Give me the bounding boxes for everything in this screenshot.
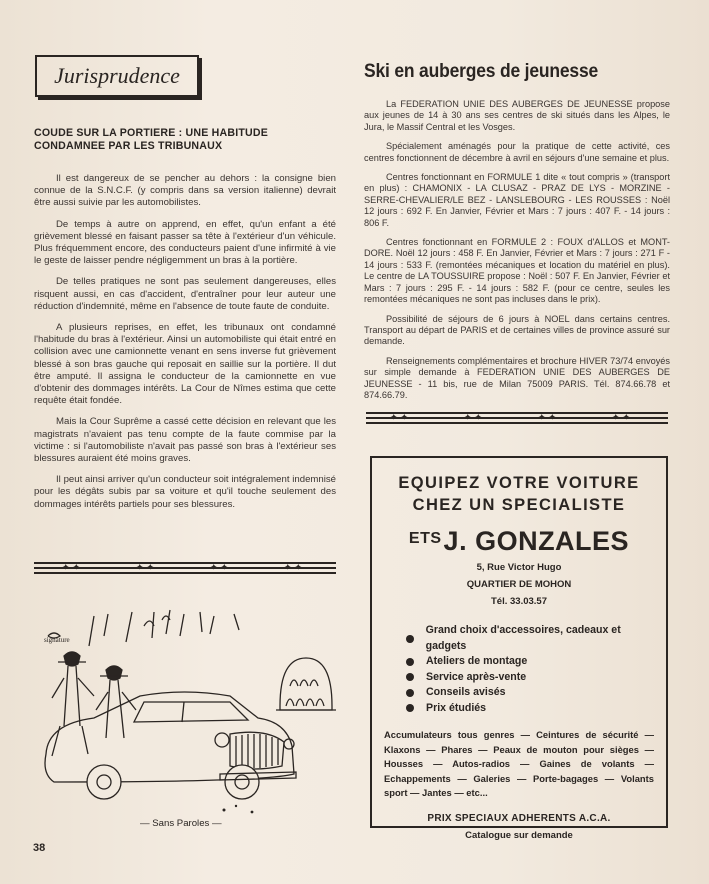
list-item: Ateliers de montage [406,654,654,670]
article-headline: COUDE SUR LA PORTIERE : UNE HABITUDE CONDAMNEE PAR LES TRIBUNAUX [34,127,268,152]
section-title-box [35,55,199,97]
article-paragraph: Possibilité de séjours de 6 jours à NOEL dans certains centres. Transport au départ de PARIS et de certaines villes de province assuré sur demande. [364,313,670,347]
article-title: Ski en auberges de jeunesse [364,61,599,82]
ad-phone: Tél. 33.03.57 [491,596,547,607]
bullet-icon [406,673,414,681]
article-paragraph: De telles pratiques ne sont pas seulement dangereuses, elles risquent aussi, en cas d'accident, d'entraîner pour leur auteur une réduction d'indemnité, même en l'absence de toute faute de conduite. [34,276,336,312]
page-number: 38 [33,842,46,854]
ad-district: QUARTIER DE MOHON [466,579,572,590]
ad-brand-prefix: ETS [408,530,442,547]
right-divider [366,408,668,432]
article-paragraph: A plusieurs reprises, en effet, les tribunaux ont condamné l'habitude du bras à l'extérieur. Ainsi un automobiliste qui était entré en collision avec une camionnette venant en sens inverse fut grièvement blessé à son bras gauche qui reposait en saillie sur la portière. Il dut être amputé. Il assigna le conducteur de la camionnette en vue d'obtenir des dommages intérêts. La Cour de Nîmes estima que cette requête était fondée. [34,322,336,407]
ad-feature-list [406,623,654,716]
list-item: Grand choix d'accessoires, cadeaux et gadgets [406,623,654,654]
list-item: Service après-vente [406,670,654,686]
article-paragraph: Mais la Cour Suprême a cassé cette décision en relevant que les magistrats n'avaient pas tenu compte de la faute commise par la victime : si l'automobiliste n'avait pas passé son bras à l'extérieur ses blessures auraient été moins graves. [34,416,336,465]
left-divider [34,558,336,582]
article-paragraph: Centres fonctionnant en FORMULE 1 dite « tout compris » (transport en plus) : CHAMONIX - LA CLUSAZ - PRAZ DE LYS - MORZINE - SERRE-CHEVALIER/LE BEZ - LANSLEBOURG - LES ROUSSES : Noël 12 jours : 692 F. En Janvier, Février et Mars : 7 jours : 407 F. - 14 jours : 806 F. [364,172,670,228]
ad-catalogue: Catalogue sur demande [465,829,573,841]
ad-headline-2: CHEZ UN SPECIALISTE [412,496,626,514]
article-paragraph: De temps à autre on apprend, en effet, qu'un enfant a été grièvement blessé en faisant passer sa tête à l'extérieur d'un véhicule. Plus fréquemment encore, des conducteurs paient d'une infirmité à vie le geste de laisser pendre négligemment un bras à la portière. [34,218,336,267]
list-item: Conseils avisés [406,685,654,701]
bullet-icon [406,704,414,712]
bullet-icon [406,689,414,697]
ad-accessories: Accumulateurs tous genres — Ceintures de sécurité — Klaxons — Phares — Peaux de mouton pour sièges — Housses — Autos-radios — Gaines de volants — Echappements — Galeries — Porte-bagages — Volants sport — Jantes — etc... [384,729,654,798]
ad-headline-1: EQUIPEZ VOTRE VOITURE [398,474,640,492]
bullet-icon [406,635,414,643]
bullet-icon [406,658,414,666]
list-item: Prix étudiés [406,701,654,717]
divider-ornament-icon: ✦·✦ ✦·✦ ✦·✦ ✦·✦ [34,558,336,582]
article-paragraph: Il peut ainsi arriver qu'un conducteur soit intégralement indemnisé pour les dégâts subis par sa voiture et qu'il touche seulement des dommages intérêts partiels pour ses blessures. [34,474,336,510]
article-paragraph: Centres fonctionnant en FORMULE 2 : FOUX d'ALLOS et MONT-DORE. Noël 12 jours : 458 F. En Janvier, Février et Mars : 7 jours : 271 F - 14 jours : 533 F. (remontées mécaniques et location du matériel en plus). Le centre de LA TOUSSUIRE propose : Noël : 507 F. En Janvier, Février et Mars : 7 jours : 295 F. - 14 jours : 582 F. (pour ce centre, seules les remontées mécaniques ne sont pas incluses dans le prix). [364,237,670,305]
right-column [364,55,670,401]
article-paragraph: La FEDERATION UNIE DES AUBERGES DE JEUNESSE propose aux jeunes de 14 à 30 ans ses centres de ski situés dans les Alpes, le Jura, le Massif Central et les Vosges. [364,99,670,132]
article-paragraph: Spécialement aménagés pour la pratique de cette activité, ces centres fonctionnent de décembre à avril en séjours d'une semaine et plus. [364,141,670,163]
divider-ornament-icon: ✦·✦ ✦·✦ ✦·✦ ✦·✦ [366,408,668,432]
article-paragraph: Il est dangereux de se pencher au dehors : la consigne bien connue de la S.N.C.F. (y compris dans sa version italienne) devrait être aussi suivie par les automobilistes. [34,173,336,209]
ad-address [384,561,654,609]
section-title: Jurisprudence [54,63,180,88]
cartoon-caption: — Sans Paroles — [140,818,222,829]
svg-text:signature: signature [44,636,70,644]
left-column [34,55,336,511]
article-paragraph: Renseignements complémentaires et brochure HIVER 73/74 envoyés sur simple demande à FEDERATION UNIE DES AUBERGES DE JEUNESSE - 11 bis, rue de Milan 75009 PARIS. Tél. 874.66.78 et 874.66.79. [364,355,670,400]
car-cartoon-icon [34,606,336,824]
advertisement-box [370,456,668,841]
ad-brand [384,526,654,557]
ad-street: 5, Rue Victor Hugo [476,562,562,573]
ad-brand-name: J. GONZALES [443,526,630,556]
ad-special-prices: PRIX SPECIAUX ADHERENTS A.C.A. [427,812,611,824]
